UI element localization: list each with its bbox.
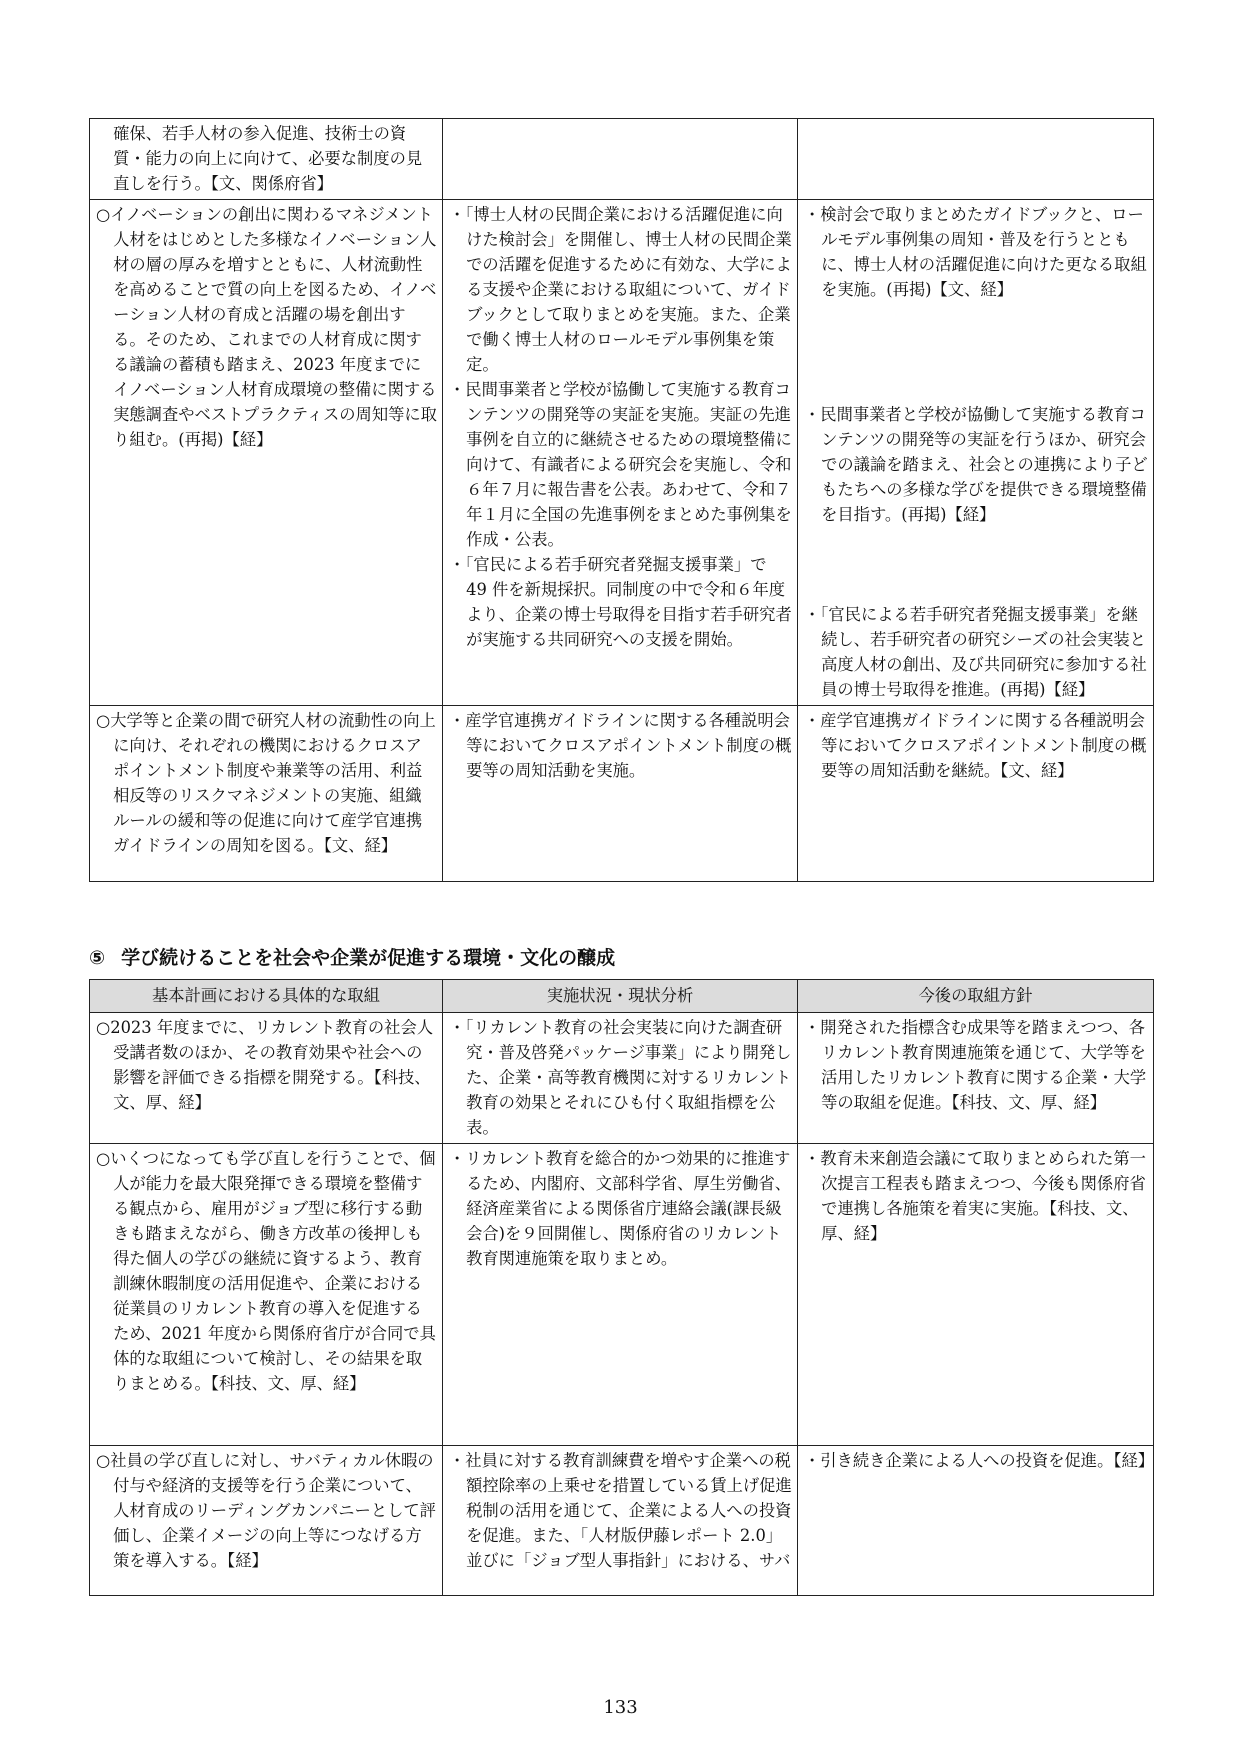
column-header-plan: 基本計画における具体的な取組 bbox=[90, 980, 443, 1013]
status-cell bbox=[443, 1144, 798, 1446]
policy-bullet: ・引き続き企業による人への投資を促進。【経】 bbox=[804, 1451, 1155, 1470]
continued-plan-table bbox=[89, 118, 1154, 882]
status-cell bbox=[443, 119, 798, 200]
policy-bullet: ・民間事業者と学校が協働して実施する教育コンテンツの開発等の実証を行うほか、研究会での議論を踏まえ、社会との連携により子どもたちへの多様な学びを提供できる環境整備を目指す。(再掲)【経】 bbox=[804, 405, 1148, 524]
plan-cell bbox=[90, 1013, 443, 1144]
table-row bbox=[90, 1013, 1154, 1144]
status-bullet: ・リカレント教育を総合的かつ効果的に推進するため、内閣府、文部科学省、厚生労働省、経済産業省による関係省庁連絡会議(課長級会合)を９回開催し、関係府省のリカレント教育関連施策を取りまとめ。 bbox=[449, 1149, 792, 1268]
table-row bbox=[90, 706, 1154, 882]
plan-cell bbox=[90, 200, 443, 706]
plan-cell bbox=[90, 1144, 443, 1446]
plan-text: ○大学等と企業の間で研究人材の流動性の向上に向け、それぞれの機関におけるクロスアポイントメント制度や兼業等の活用、利益相反等のリスクマネジメントの実施、組織ルールの緩和等の促進に向けて産学官連携ガイドラインの周知を図る。【文、経】 bbox=[96, 711, 436, 855]
status-bullet: ・民間事業者と学校が協働して実施する教育コンテンツの開発等の実証を実施。実証の先進事例を自立的に継続させるための環境整備に向けて、有識者による研究会を実施し、令和６年７月に報告書を公表。あわせて、令和７年１月に全国の先進事例をまとめた事例集を作成・公表。 bbox=[449, 380, 792, 549]
plan-text: ○イノベーションの創出に関わるマネジメント人材をはじめとした多様なイノベーション人材の層の厚みを増すとともに、人材流動性を高めることで質の向上を図るため、イノベーション人材の育成と活躍の場を創出する。そのため、これまでの人材育成に関する議論の蓄積も踏まえ、2023 年度までにイノベーション人材育成環境の整備に関する実態調査やベストプラクティスの周知等に取り組む。(再掲)【経】 bbox=[96, 205, 437, 449]
table-row bbox=[90, 119, 1154, 200]
policy-bullet: ・開発された指標含む成果等を踏まえつつ、各リカレント教育関連施策を通じて、大学等を活用したリカレント教育に関する企業・大学等の取組を促進。【科技、文、厚、経】 bbox=[804, 1018, 1147, 1112]
section-number: ⑤ bbox=[89, 947, 106, 969]
policy-cell bbox=[798, 200, 1154, 706]
policy-bullet: ・教育未来創造会議にて取りまとめられた第一次提言工程表も踏まえつつ、今後も関係府省で連携し各施策を着実に実施。【科技、文、厚、経】 bbox=[804, 1149, 1146, 1243]
policy-bullet: ・検討会で取りまとめたガイドブックと、ロールモデル事例集の周知・普及を行うとともに、博士人材の活躍促進に向けた更なる取組を実施。(再掲)【文、経】 bbox=[804, 205, 1147, 299]
status-cell bbox=[443, 706, 798, 882]
table-row bbox=[90, 200, 1154, 706]
plan-text: ○いくつになっても学び直しを行うことで、個人が能力を最大限発揮できる環境を整備する観点から、雇用がジョブ型に移行する動きも踏まえながら、働き方改革の後押しも得た個人の学びの継続に資するよう、教育訓練休暇制度の活用促進や、企業における従業員のリカレント教育の導入を促進するため、2021 年度から関係府省庁が合同で具体的な取組について検討し、その結果を取りまとめる。【科技、文、厚、経】 bbox=[96, 1149, 436, 1393]
status-cell bbox=[443, 1013, 798, 1144]
policy-cell bbox=[798, 706, 1154, 882]
page-number: 133 bbox=[603, 1697, 638, 1718]
policy-bullet: ・「官民による若手研究者発掘支援事業」を継続し、若手研究者の研究シーズの社会実装と高度人材の創出、及び共同研究に参加する社員の博士号取得を推進。(再掲)【経】 bbox=[804, 605, 1147, 699]
status-bullet: ・「リカレント教育の社会実装に向けた調査研究・普及啓発パッケージ事業」により開発した、企業・高等教育機関に対するリカレント教育の効果とそれにひも付く取組指標を公表。 bbox=[449, 1018, 792, 1137]
policy-cell bbox=[798, 1013, 1154, 1144]
plan-cell bbox=[90, 1446, 443, 1596]
policy-cell bbox=[798, 119, 1154, 200]
policy-bullet: ・産学官連携ガイドラインに関する各種説明会等においてクロスアポイントメント制度の概要等の周知活動を継続。【文、経】 bbox=[804, 711, 1147, 780]
column-header-policy: 今後の取組方針 bbox=[798, 980, 1154, 1013]
column-header-status: 実施状況・現状分析 bbox=[443, 980, 798, 1013]
status-cell bbox=[443, 1446, 798, 1596]
status-bullet: ・産学官連携ガイドラインに関する各種説明会等においてクロスアポイントメント制度の概要等の周知活動を実施。 bbox=[449, 711, 792, 780]
section-title: 学び続けることを社会や企業が促進する環境・文化の醸成 bbox=[121, 947, 616, 969]
plan-text: 確保、若手人材の参入促進、技術士の資質・能力の向上に向けて、必要な制度の見直しを行う。【文、関係府省】 bbox=[113, 124, 423, 193]
plan-text: ○2023 年度までに、リカレント教育の社会人受講者数のほか、その教育効果や社会への影響を評価できる指標を開発する。【科技、文、厚、経】 bbox=[96, 1018, 434, 1112]
status-bullet: ・「官民による若手研究者発掘支援事業」で 49 件を新規採択。同制度の中で令和６年度より、企業の博士号取得を目指す若手研究者が実施する共同研究への支援を開始。 bbox=[449, 555, 792, 649]
learning-environment-table bbox=[89, 979, 1154, 1596]
table-row bbox=[90, 1446, 1154, 1596]
section-heading bbox=[89, 943, 615, 970]
table-row bbox=[90, 1144, 1154, 1446]
plan-text: ○社員の学び直しに対し、サバティカル休暇の付与や経済的支援等を行う企業について、人材育成のリーディングカンパニーとして評価し、企業イメージの向上等につなげる方策を導入する。【経】 bbox=[96, 1451, 436, 1570]
header-row bbox=[90, 980, 1154, 1013]
status-cell bbox=[443, 200, 798, 706]
plan-cell bbox=[90, 119, 443, 200]
policy-cell bbox=[798, 1446, 1154, 1596]
status-bullet: ・「博士人材の民間企業における活躍促進に向けた検討会」を開催し、博士人材の民間企業での活躍を促進するために有効な、大学による支援や企業における取組について、ガイドブックとして取りまとめを実施。また、企業で働く博士人材のロールモデル事例集を策定。 bbox=[449, 205, 792, 374]
plan-cell bbox=[90, 706, 443, 882]
status-bullet: ・社員に対する教育訓練費を増やす企業への税額控除率の上乗せを措置している賃上げ促進税制の活用を通じて、企業による人への投資を促進。また、「人材版伊藤レポート 2.0」並びに「ジョブ型人事指針」における、サバ bbox=[449, 1451, 792, 1570]
policy-cell bbox=[798, 1144, 1154, 1446]
